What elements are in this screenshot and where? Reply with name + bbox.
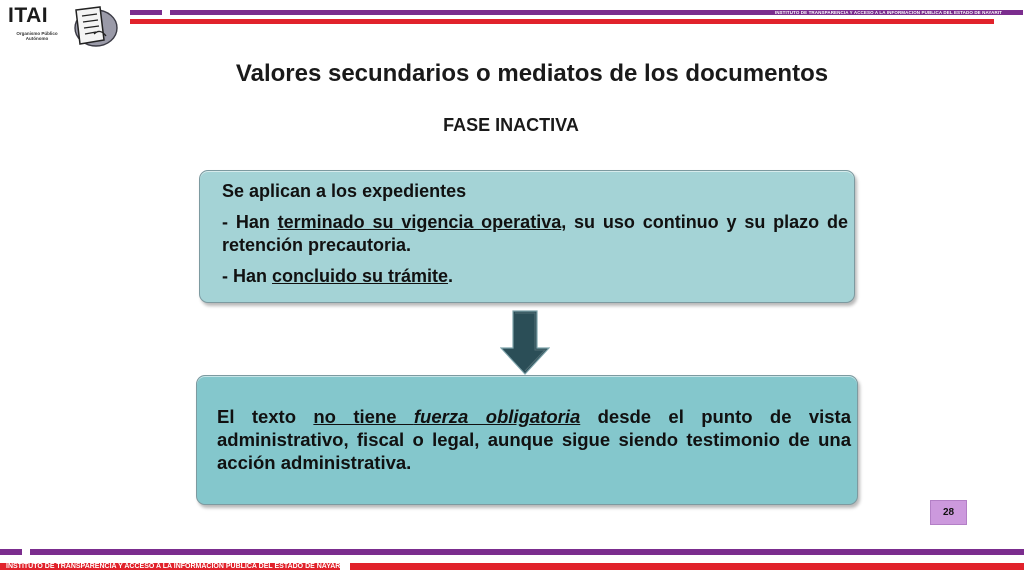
expedientes-line: Se aplican a los expedientes	[222, 181, 467, 201]
document-emblem-icon	[66, 4, 120, 48]
texto-box	[196, 375, 858, 505]
expedientes-text	[222, 180, 848, 296]
header-purple-bar-short	[130, 10, 162, 15]
footer-red-bar-right	[350, 563, 1024, 570]
texto-paragraph	[217, 405, 851, 474]
logo-subtitle: Organismo Público Autónomo	[16, 31, 58, 41]
itai-logo	[8, 4, 114, 44]
footer-purple-bar-short	[0, 549, 22, 555]
slide-subtitle: FASE INACTIVA	[443, 115, 579, 135]
texto-prefix: El texto	[217, 406, 314, 427]
header-caption: INSTITUTO DE TRANSPARENCIA Y ACCESO A LA INFORMACION PUBLICA DEL ESTADO DE NAYARIT	[774, 10, 1002, 15]
footer-purple-bar	[30, 549, 1024, 555]
vigencia-suffix: , su uso continuo y su plazo de retención precautoria.	[222, 212, 848, 255]
expedientes-box	[199, 170, 855, 303]
vigencia-item	[222, 211, 848, 257]
texto-underlined: no tiene	[313, 406, 414, 427]
tramite-prefix: - Han	[222, 266, 273, 286]
page-number-badge: 28	[930, 500, 967, 525]
tramite-suffix: .	[448, 266, 454, 286]
down-arrow-icon	[500, 310, 550, 376]
tramite-item	[222, 265, 848, 288]
footer-caption: INSTITUTO DE TRANSPARENCIA Y ACCESO A LA INFORMACION PUBLICA DEL ESTADO DE NAYARIT	[6, 563, 347, 570]
texto-suffix: desde el punto de vista administrativo, fiscal o legal, aunque sigue siendo testimonio de una acción administrativa.	[217, 406, 852, 473]
slide-title: Valores secundarios o mediatos de los documentos	[235, 60, 829, 87]
header-red-bar	[130, 19, 994, 24]
vigencia-prefix: - Han	[222, 212, 278, 232]
vigencia-underlined: terminado su vigencia operativa	[277, 212, 562, 232]
tramite-underlined: concluido su trámite	[272, 266, 449, 286]
logo-text: ITAI	[8, 4, 49, 27]
texto-underlined-italic: fuerza obligatoria	[413, 406, 581, 427]
